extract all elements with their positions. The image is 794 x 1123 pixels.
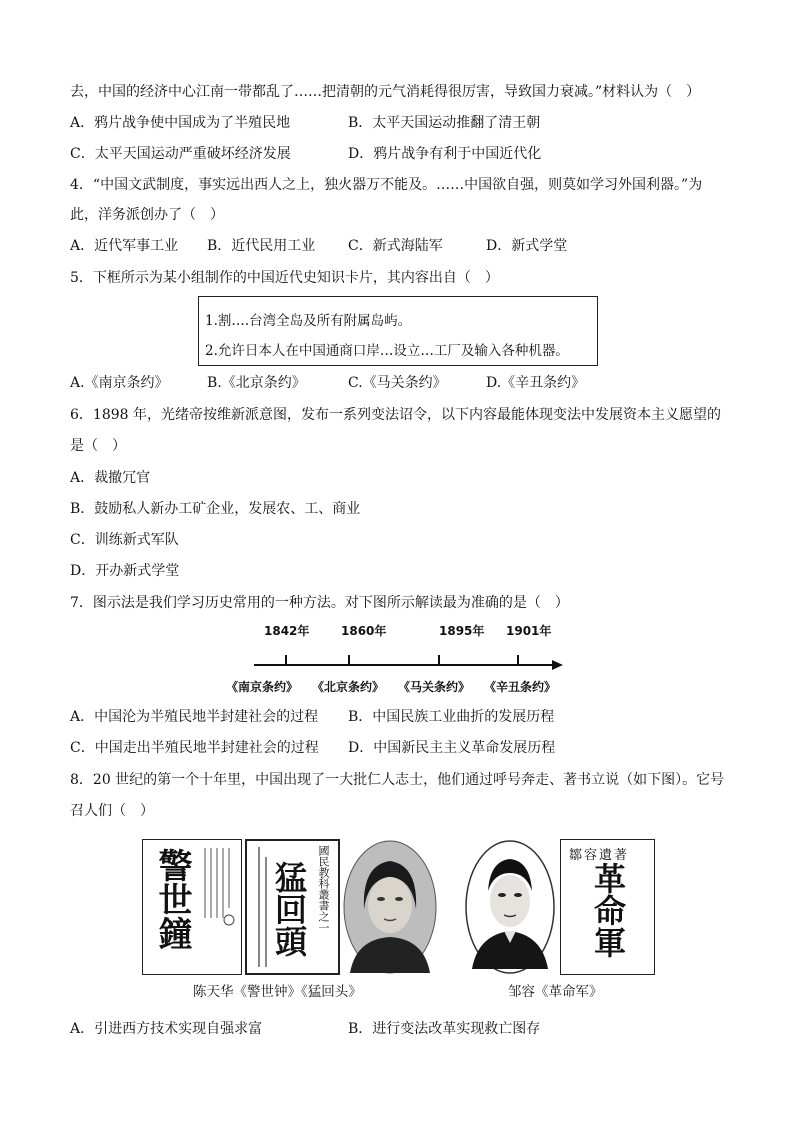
q4-stem-line1: 4．“中国文武制度，事实远出西人之上，独火器万不能及。……中国欲自强，则莫如学习外国利器。”为 <box>70 177 703 193</box>
q8-stem-line2: 召人们（ ） <box>70 803 154 819</box>
q3-text-tail: 去，中国的经济中心江南一带都乱了……把清朝的元气消耗得很厉害，导致国力衰减。”材料认为（ ） <box>70 84 701 100</box>
q4-option-a: A．近代军事工业 <box>70 238 179 254</box>
card-line-1: 1.割….台湾全岛及所有附属岛屿。 <box>205 313 412 329</box>
book-cover-menghuitou <box>245 839 340 975</box>
book-cover-fine-print <box>199 848 239 928</box>
q4-option-b: B．近代民用工业 <box>207 238 316 254</box>
q3-option-b: B．太平天国运动推翻了清王朝 <box>348 115 541 131</box>
q8-stem-line1: 8．20 世纪的第一个十年里，中国出现了一大批仁人志士，他们通过呼号奔走、著书立说（如下图）。它号 <box>70 772 725 788</box>
q6-stem-line2: 是（ ） <box>70 438 126 454</box>
book-cover-gemingjun-title: 革命軍 <box>589 862 627 958</box>
q7-option-c: C．中国走出半殖民地半封建社会的过程 <box>70 740 319 756</box>
knowledge-card <box>198 296 598 366</box>
q6-option-d: D．开办新式学堂 <box>70 563 180 579</box>
book-cover-jingshizhong <box>142 839 242 975</box>
q6-option-a: A．裁撤冗官 <box>70 470 151 486</box>
q7-option-a: A．中国沦为半殖民地半封建社会的过程 <box>70 709 319 725</box>
portrait-chen-tianhua <box>342 839 438 975</box>
timeline-year-1901: 1901年 <box>506 624 552 638</box>
q5-option-d: D.《辛丑条约》 <box>486 375 586 391</box>
figure-caption-left: 陈天华《警世钟》《猛回头》 <box>193 984 362 1000</box>
timeline-treaty-maguan: 《马关条约》 <box>398 680 471 694</box>
q4-stem-line2: 此，洋务派创办了（ ） <box>70 207 224 223</box>
book-cover-gemingjun <box>560 839 655 975</box>
timeline-year-1895: 1895年 <box>439 624 485 638</box>
q5-option-c: C.《马关条约》 <box>348 375 447 391</box>
q5-option-a: A.《南京条约》 <box>70 375 169 391</box>
book-cover-gemingjun-top: 鄒容遺著 <box>569 848 630 863</box>
q3-option-a: A．鸦片战争使中国成为了半殖民地 <box>70 115 291 131</box>
timeline-treaty-beijing: 《北京条约》 <box>312 680 385 694</box>
q7-option-d: D．中国新民主主义革命发展历程 <box>348 740 556 756</box>
q3-option-d: D．鸦片战争有利于中国近代化 <box>348 146 542 162</box>
timeline-year-1860: 1860年 <box>341 624 387 638</box>
figure-caption-right: 邹容《革命军》 <box>508 984 603 1000</box>
q5-option-b: B.《北京条约》 <box>207 375 306 391</box>
portrait-zou-rong <box>464 839 556 975</box>
q6-option-c: C．训练新式军队 <box>70 532 179 548</box>
book-cover-menghuitou-series: 國民教科叢書之一 <box>317 845 330 933</box>
q5-stem: 5．下框所示为某小组制作的中国近代史知识卡片，其内容出自（ ） <box>70 270 499 286</box>
timeline-treaty-nanjing: 《南京条约》 <box>226 680 299 694</box>
q8-option-a: A．引进西方技术实现自强求富 <box>70 1021 263 1037</box>
q7-option-b: B．中国民族工业曲折的发展历程 <box>348 709 555 725</box>
book-cover-jingshizhong-title: 警世鐘 <box>152 848 192 950</box>
timeline-treaty-xinchou: 《辛丑条约》 <box>484 680 557 694</box>
q8-option-b: B．进行变法改革实现救亡图存 <box>348 1021 541 1037</box>
q3-option-c: C．太平天国运动严重破坏经济发展 <box>70 146 291 162</box>
q6-stem-line1: 6．1898 年，光绪帝按维新派意图，发布一系列变法诏令，以下内容最能体现变法中发展资本主义愿望的 <box>70 407 721 423</box>
timeline-figure <box>226 622 571 702</box>
q7-stem: 7．图示法是我们学习历史常用的一种方法。对下图所示解读最为准确的是（ ） <box>70 595 569 611</box>
q4-option-c: C．新式海陆军 <box>348 238 443 254</box>
book-cover-menghuitou-title: 猛回頭 <box>270 861 308 957</box>
q6-option-b: B．鼓励私人新办工矿企业，发展农、工、商业 <box>70 501 361 517</box>
card-line-2: 2.允许日本人在中国通商口岸…设立…工厂及输入各种机器。 <box>205 343 569 359</box>
timeline-year-1842: 1842年 <box>264 624 310 638</box>
q4-option-d: D．新式学堂 <box>486 238 568 254</box>
